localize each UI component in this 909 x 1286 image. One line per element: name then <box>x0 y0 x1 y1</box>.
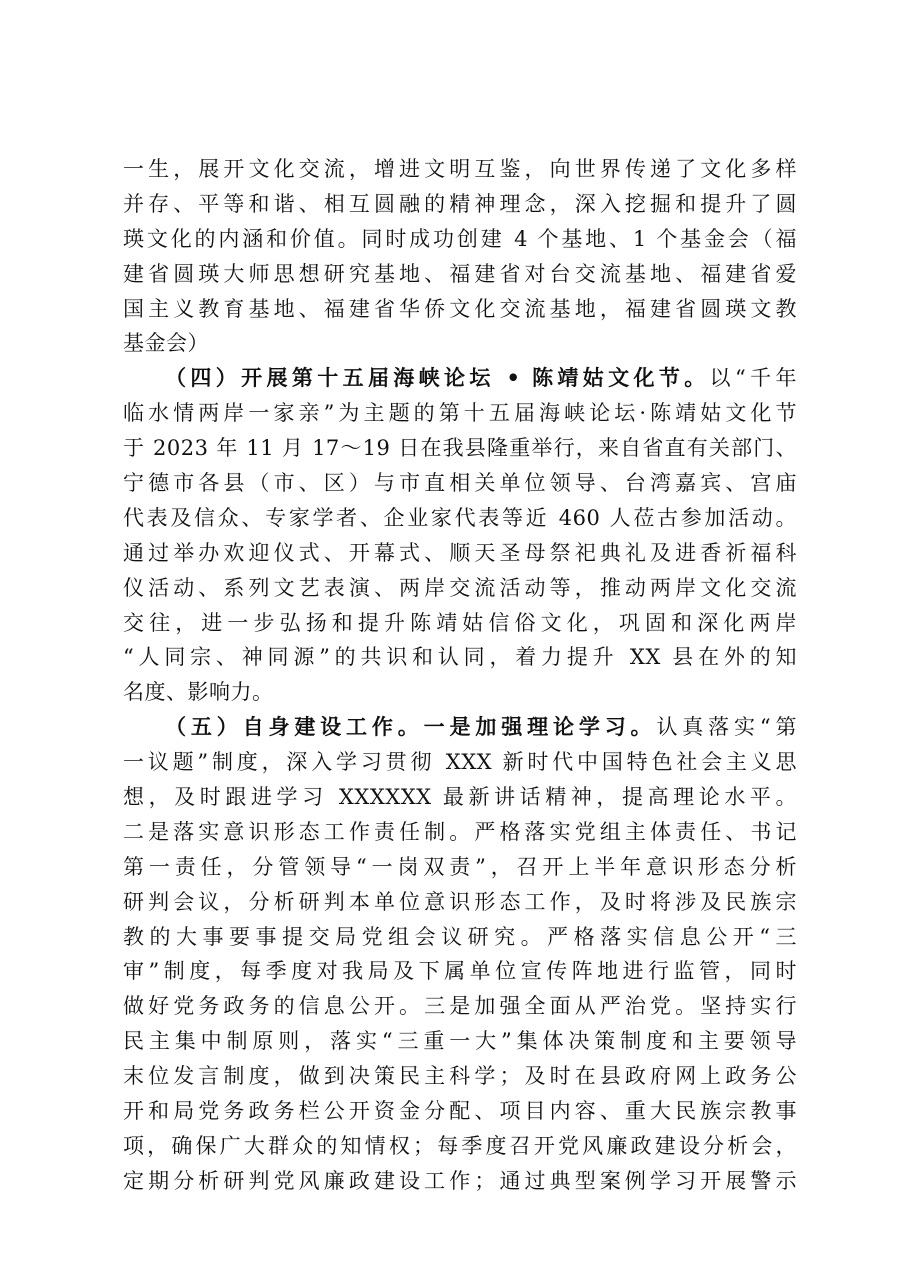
text-line: 通过举办欢迎仪式、开幕式、顺天圣母祭祀典礼及进香祈福科 <box>123 540 797 565</box>
text-line: 研判会议，分析研判本单位意识形态工作，及时将涉及民族宗 <box>123 889 797 914</box>
text-line: 第一责任，分管领导“一岗双责”，召开上半年意识形态分析 <box>123 854 797 879</box>
text-line <box>123 710 797 745</box>
text-line: 二是落实意识形态工作责任制。严格落实党组主体责任、书记 <box>123 819 797 844</box>
text-line: 名度、影响力。 <box>123 680 274 705</box>
text-fragment: 以“千年 <box>709 366 797 391</box>
text-line: 瑛文化的内涵和价值。同时成功创建 4 个基地、1 个基金会（福 <box>123 226 797 251</box>
text-line: 想，及时跟进学习 XXXXXX 最新讲话精神，提高理论水平。 <box>123 785 797 810</box>
text-line: 交往，进一步弘扬和提升陈靖姑信俗文化，巩固和深化两岸 <box>123 610 797 635</box>
text-line: 定期分析研判党风廉政建设工作；通过典型案例学习开展警示 <box>123 1168 797 1193</box>
text-line: 并存、平等和谐、相互圆融的精神理念，深入挖掘和提升了圆 <box>123 191 797 216</box>
section-heading: （五）自身建设工作。一是加强理论学习。 <box>165 714 657 740</box>
text-line: 仪活动、系列文艺表演、两岸交流活动等，推动两岸文化交流 <box>123 575 797 600</box>
text-line: 做好党务政务的信息公开。三是加强全面从严治党。坚持实行 <box>123 994 797 1019</box>
text-line: 开和局党务政务栏公开资金分配、项目内容、重大民族宗教事 <box>123 1099 797 1124</box>
paragraph-section-4 <box>123 361 797 710</box>
section-heading: （四）开展第十五届海峡论坛 • 陈靖姑文化节。 <box>165 365 710 391</box>
text-line: 代表及信众、专家学者、企业家代表等近 460 人莅古参加活动。 <box>123 505 797 530</box>
text-line: 一议题”制度，深入学习贯彻 XXX 新时代中国特色社会主义思 <box>123 750 797 775</box>
text-line: 宁德市各县（市、区）与市直相关单位领导、台湾嘉宾、宫庙 <box>123 471 797 496</box>
text-line: 民主集中制原则，落实“三重一大”集体决策制度和主要领导 <box>123 1029 797 1054</box>
document-body <box>123 152 797 1199</box>
text-line: “人同宗、神同源”的共识和认同，着力提升 XX 县在外的知 <box>123 645 797 670</box>
text-line: 基金会） <box>123 331 209 356</box>
text-line: 建省圆瑛大师思想研究基地、福建省对台交流基地、福建省爱 <box>123 261 797 286</box>
text-line: 于 2023 年 11 月 17～19 日在我县隆重举行，来自省直有关部门、 <box>123 436 797 461</box>
text-line: 一生，展开文化交流，增进文明互鉴，向世界传递了文化多样 <box>123 157 797 181</box>
text-line: 项，确保广大群众的知情权；每季度召开党风廉政建设分析会， <box>123 1133 797 1158</box>
text-fragment: 认真落实“第 <box>656 715 797 740</box>
text-line: 教的大事要事提交局党组会议研究。严格落实信息公开“三 <box>123 924 797 949</box>
text-line <box>123 361 797 396</box>
paragraph-section-5 <box>123 710 797 1198</box>
paragraph-continuation <box>123 152 797 361</box>
text-line: 国主义教育基地、福建省华侨文化交流基地，福建省圆瑛文教 <box>123 296 797 321</box>
text-line: 末位发言制度，做到决策民主科学；及时在县政府网上政务公 <box>123 1064 797 1089</box>
text-line: 审”制度，每季度对我局及下属单位宣传阵地进行监管，同时 <box>123 959 797 984</box>
text-line: 临水情两岸一家亲”为主题的第十五届海峡论坛·陈靖姑文化节 <box>123 401 797 426</box>
